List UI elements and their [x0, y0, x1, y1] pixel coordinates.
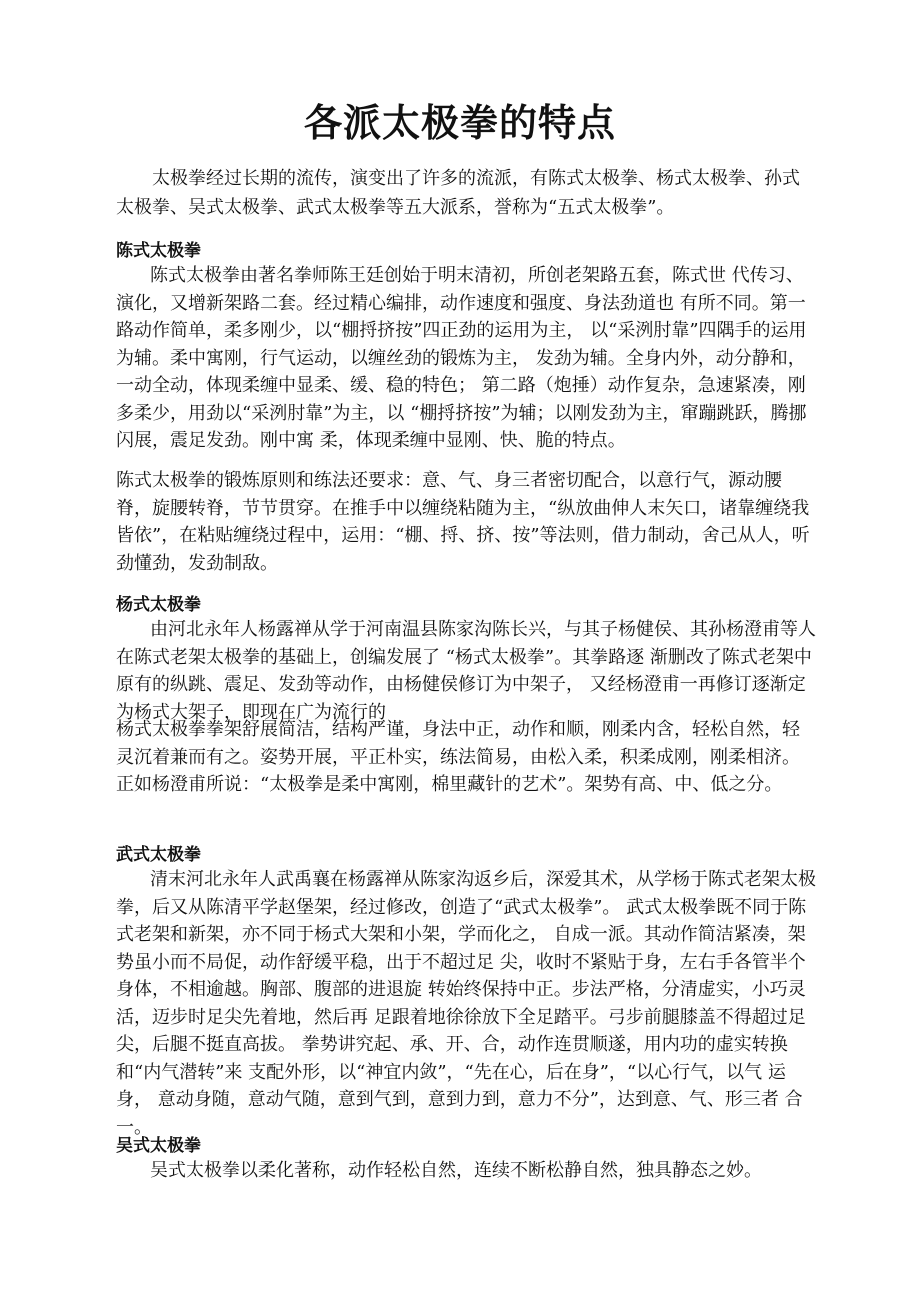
section-heading-chen: 陈式太极拳	[116, 241, 201, 261]
wu-yuxiang-paragraph: 清末河北永年人武禹襄在杨露禅从陈家沟返乡后，深爱其术，从学杨于陈式老架太极拳，后又从陈清平学赵堡架，经过修改，创造了“武式太极拳”。 武式太极拳既不同于陈式老架和新架，亦不同于杨式大架和小架，学而化之， 自成一派。其动作简洁紧凑，架势虽小而不局促，动作舒缓平稳，出于不超过足 尖，收时不紧贴于身，左右手各管半个身体，不相逾越。胸部、腹部的进退旋 转始终保持中正。步法严格，分清虚实，小巧灵活，迈步时足尖先着地，然后再 足跟着地徐徐放下全足踏平。弓步前腿膝盖不得超过足尖，后腿不挺直高拔。 拳势讲究起、承、开、合，动作连贯顺遂，用内功的虚实转换和“内气潜转”来 支配外形，以“神宜内敛”，“先在心，后在身”，“以心行气，以气 运身， 意动身随，意动气随，意到气到，意到力到，意力不分”，达到意、气、形三者 合一。	[116, 869, 816, 1138]
yang-paragraph-1: 由河北永年人杨露禅从学于河南温县陈家沟陈长兴，与其子杨健侯、其孙杨澄甫等人在陈式老架太极拳的基础上，创编发展了 “杨式太极拳”。其拳路逐 渐删改了陈式老架中原有的纵跳、震足、发劲等动作，由杨健侯修订为中架子， 又经杨澄甫一再修订逐渐定为杨式大架子，即现在广为流行的	[116, 619, 816, 723]
chen-paragraph-1: 陈式太极拳由著名拳师陈王廷创始于明末清初，所创老架路五套，陈式世 代传习、演化，又增新架路二套。经过精心编排，动作速度和强度、身法劲道也 有所不同。第一路动作简单，柔多刚少，以“棚捋挤按”四正劲的运用为主， 以“采洌肘靠”四隅手的运用为辅。柔中寓刚，行气运动，以缠丝劲的锻炼为主， 发劲为辅。全身内外，动分静和，一动全动，体现柔缠中显柔、缓、稳的特色； 第二路（炮捶）动作复杂，急速紧凑，刚多柔少，用劲以“采洌肘靠”为主，以 “棚捋挤按”为辅；以刚发劲为主，窜蹦跳跃，腾挪闪展，震足发劲。刚中寓 柔，体现柔缠中显刚、快、脆的特点。	[116, 265, 807, 451]
intro-paragraph: 太极拳经过长期的流传，演变出了许多的流派，有陈式太极拳、杨式太极拳、孙式太极拳、吴式太极拳、武式太极拳等五大派系，誉称为“五式太极拳”。	[116, 168, 800, 218]
section-heading-yang: 杨式太极拳	[116, 595, 201, 615]
yang-paragraph-2: 杨式太极拳拳架舒展简洁，结构严谨，身法中正，动作和顺，刚柔内含，轻松自然，轻灵沉着兼而有之。姿势开展，平正朴实，练法简易，由松入柔，积柔成刚，刚柔相济。正如杨澄甫所说：“太极拳是柔中寓刚，棉里藏针的艺术”。架势有高、中、低之分。	[116, 719, 800, 795]
section-heading-wu-jianquan: 吴式太极拳	[116, 1136, 201, 1156]
page-title: 各派太极拳的特点	[303, 101, 616, 146]
chen-paragraph-2: 陈式太极拳的锻炼原则和练法还要求：意、气、身三者密切配合，以意行气，源动腰脊，旋腰转脊，节节贯穿。在推手中以缠绕粘随为主，“纵放曲伸人末矢口，诸靠缠绕我皆依”，在粘贴缠绕过程中，运用：“棚、捋、挤、按”等法则，借力制动，舍己从人，听劲懂劲，发劲制敌。	[116, 470, 810, 574]
section-heading-wu-yuxiang: 武式太极拳	[116, 845, 201, 865]
wu-jianquan-paragraph: 吴式太极拳以柔化著称，动作轻松自然，连续不断松静自然，独具静态之妙。	[150, 1160, 762, 1181]
